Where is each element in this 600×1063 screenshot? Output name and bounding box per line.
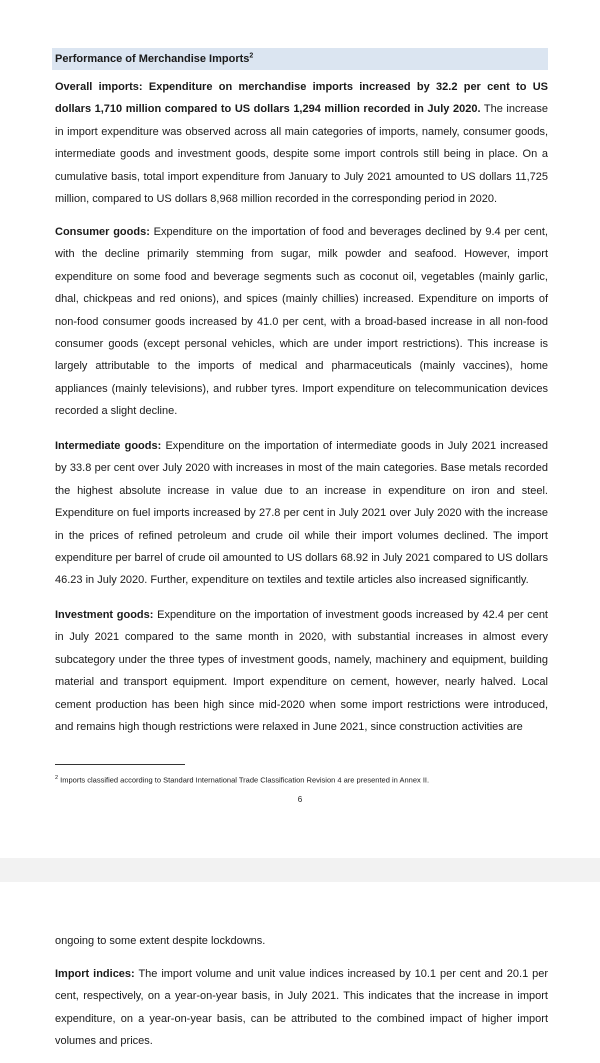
footnote (55, 772, 548, 787)
footnote-ref: 2 (249, 52, 254, 60)
paragraph-investment-goods (55, 604, 548, 738)
section-heading-text: Performance of Merchandise Imports (55, 53, 250, 65)
document-page-7 (0, 882, 600, 1063)
paragraph-bold-text: Expenditure on merchandise imports increased by 32.2 per cent to US dollars 1,710 million compared to US dollars 1,294 million recorded in July 2020. (55, 81, 548, 116)
paragraph-text: The increase in import expenditure was observed across all main categories of imports, namely, consumer goods, intermediate goods and investment goods, despite some import controls still being in place. On a cumulative basis, total import expenditure from January to July 2021 amounted to US dollars 11,725 million, compared to US dollars 8,968 million recorded in the corresponding period in 2020. (55, 103, 549, 206)
section-heading (52, 48, 548, 70)
paragraph-lead: Intermediate goods: (55, 440, 162, 452)
paragraph-text: The import volume and unit value indices increased by 10.1 per cent and 20.1 per cent, respectively, on a year-on-year basis, in July 2021. This indicates that the increase in import expenditure, on a year-on-year basis, can be attributed to the combined impact of higher import volumes and prices. (55, 968, 549, 1048)
paragraph-overall-imports (55, 76, 548, 210)
paragraph-lead: Import indices: (55, 968, 135, 980)
paragraph-lead: Consumer goods: (55, 226, 150, 238)
footnote-marker: 2 (55, 775, 59, 781)
paragraph-continued: ongoing to some extent despite lockdowns. (55, 935, 266, 947)
footnote-divider (55, 764, 185, 765)
paragraph-import-indices (55, 963, 548, 1053)
paragraph-intermediate-goods (55, 435, 548, 592)
paragraph-lead: Investment goods: (55, 609, 154, 621)
page-number: 6 (297, 795, 303, 804)
paragraph-text: Expenditure on the importation of investment goods increased by 42.4 per cent in July 2021 compared to the same month in 2020, with substantial increases in almost every subcategory under the three types of investment goods, namely, machinery and equipment, building material and transport equipment. Import expenditure on cement, however, nearly halved. Local cement production has been high since mid-2020 when some import restrictions were introduced, and remains high though restrictions were relaxed in June 2021, since construction activities are (55, 609, 548, 734)
paragraph-lead: Overall imports: (55, 81, 143, 93)
paragraph-consumer-goods (55, 221, 548, 423)
paragraph-text: Expenditure on the importation of intermediate goods in July 2021 increased by 33.8 per cent over July 2020 with increases in most of the main categories. Base metals recorded the highest absolute increase in value due to an increase in expenditure on iron and steel. Expenditure on fuel imports increased by 27.8 per cent in July 2021 over July 2020 with the increase in the prices of refined petroleum and crude oil while their import volumes declined. The import expenditure per barrel of crude oil amounted to US dollars 68.92 in July 2021 compared to US dollars 46.23 in July 2020. Further, expenditure on textiles and textile articles also increased significantly. (55, 440, 549, 587)
page-break (0, 858, 600, 882)
footnote-text: Imports classified according to Standard International Trade Classification Revision 4 are presented in Annex II. (58, 775, 430, 785)
paragraph-text: Expenditure on the importation of food and beverages declined by 9.4 per cent, with the decline primarily stemming from sugar, milk powder and seafood. However, import expenditure on some food and beverage segments such as coconut oil, vegetables (mainly garlic, dhal, chickpeas and red onions), and spices (mainly chillies) increased. Expenditure on imports of non-food consumer goods increased by 41.0 per cent, with a broad-based increase in all non-food consumer goods (except personal vehicles, which are under import restrictions). This increase is largely attributable to the imports of medical and pharmaceuticals (mainly vaccines), home appliances (mainly televisions), and rubber tyres. Import expenditure on telecommunication devices recorded a slight decline. (55, 226, 548, 418)
